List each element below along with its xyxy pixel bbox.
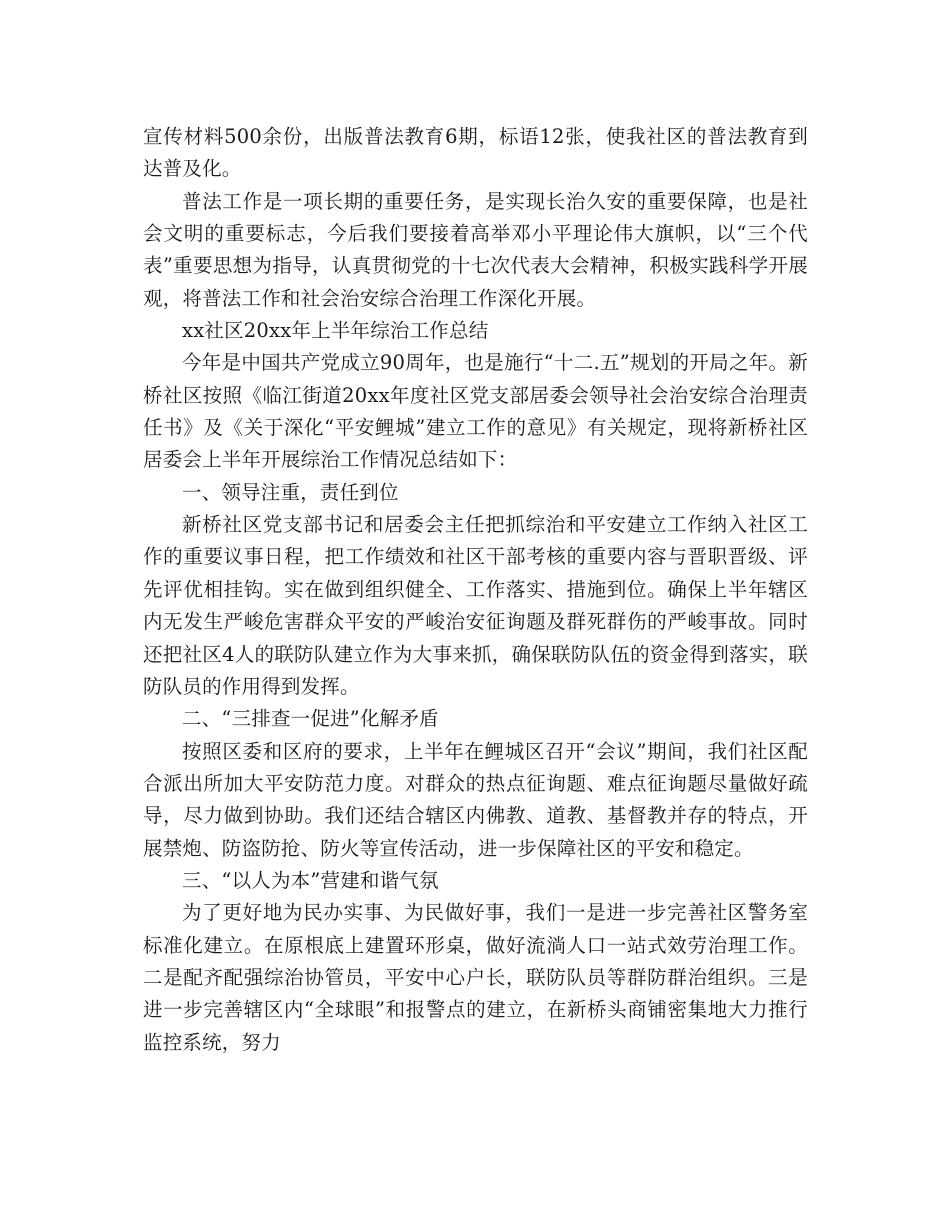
- section-heading-1: 一、领导注重，责任到位: [182, 480, 399, 504]
- paragraph-section-2: 按照区委和区府的要求，上半年在鲤城区召开“会议”期间，我们社区配合派出所加大平安防范力度。对群众的热点征询题、难点征询题尽量做好疏导，尽力做到协助。我们还结合辖区内佛教、道教、基督教并存的特点，开展禁炮、防盗防抢、防火等宣传活动，进一步保障社区的平安和稳定。: [143, 739, 808, 860]
- paragraph-section-3: 为了更好地为民办实事、为民做好事，我们一是进一步完善社区警务室标准化建立。在原根底上建置环形桌，做好流淌人口一站式效劳治理工作。二是配齐配强综治协管员，平安中心户长，联防队员等群防群治组织。三是进一步完善辖区内“全球眼”和报警点的建立，在新桥头商铺密集地大力推行监控系统，努力: [143, 901, 808, 1054]
- document-heading: xx社区20xx年上半年综治工作总结: [182, 319, 489, 343]
- paragraph-continued: 宣传材料500余份，出版普法教育6期，标语12张，使我社区的普法教育到达普及化。: [143, 125, 808, 181]
- section-heading-2: 二、“三排查一促进”化解矛盾: [182, 707, 439, 731]
- paragraph-legal-education: 普法工作是一项长期的重要任务，是实现长治久安的重要保障，也是社会文明的重要标志，今后我们要接着高举邓小平理论伟大旗帜，以“三个代表”重要思想为指导，认真贯彻党的十七次代表大会精神，积极实践科学开展观，将普法工作和社会治安综合治理工作深化开展。: [143, 189, 808, 310]
- document-body: [143, 121, 808, 1059]
- paragraph-intro: 今年是中国共产党成立90周年，也是施行“十二.五”规划的开局之年。新桥社区按照《临江街道20xx年度社区党支部居委会领导社会治安综合治理责任书》及《关于深化“平安鲤城”建立工作的意见》有关规定，现将新桥社区居委会上半年开展综治工作情况总结如下：: [143, 351, 808, 472]
- paragraph-section-1: 新桥社区党支部书记和居委会主任把抓综治和平安建立工作纳入社区工作的重要议事日程，把工作绩效和社区干部考核的重要内容与晋职晋级、评先评优相挂钩。实在做到组织健全、工作落实、措施到位。确保上半年辖区内无发生严峻危害群众平安的严峻治安征询题及群死群伤的严峻事故。同时还把社区4人的联防队建立作为大事来抓，确保联防队伍的资金得到落实，联防队员的作用得到发挥。: [143, 513, 808, 698]
- section-heading-3: 三、“以人为本”营建和谐气氛: [182, 868, 439, 892]
